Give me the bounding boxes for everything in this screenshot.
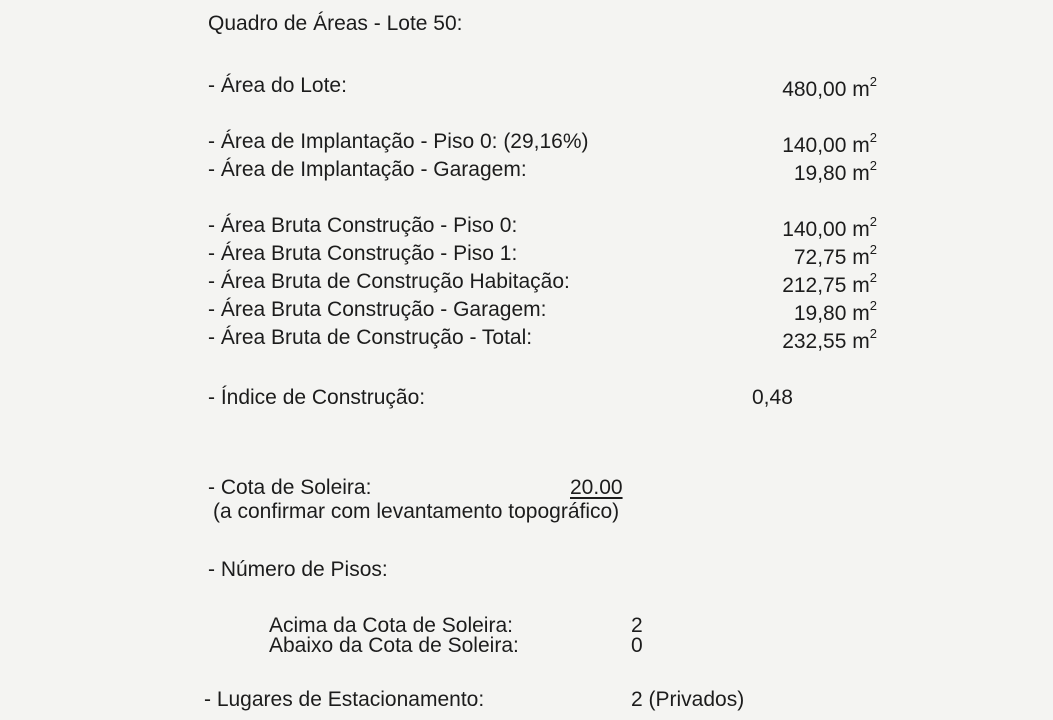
row-value-area-lote: 480,00 $m^2$ (782, 74, 877, 101)
pisos-acima-value: 2 (631, 614, 643, 637)
row-label-bruta-piso1: - Área Bruta Construção - Piso 1: (208, 242, 518, 265)
row-value-bruta-total: 232,55 $m^2$ (782, 326, 877, 353)
pisos-label: - Número de Pisos: (208, 558, 388, 581)
row-value-bruta-habitacao: 212,75 $m^2$ (782, 270, 877, 297)
row-label-implantacao-garagem: - Área de Implantação - Garagem: (208, 158, 527, 181)
row-value-bruta-piso0: 140,00 $m^2$ (782, 214, 877, 241)
row-label-implantacao-piso0: - Área de Implantação - Piso 0: (29,16%) (208, 130, 589, 153)
document-title: Quadro de Áreas - Lote 50: (208, 12, 463, 35)
pisos-abaixo-value: 0 (631, 634, 643, 657)
row-value-indice: 0,48 (752, 386, 793, 409)
row-label-bruta-habitacao: - Área Bruta de Construção Habitação: (208, 270, 570, 293)
row-label-area-lote: - Área do Lote: (208, 74, 347, 97)
cota-note: (a confirmar com levantamento topográfico) (213, 500, 620, 523)
pisos-acima-label: Acima da Cota de Soleira: (269, 614, 513, 637)
cota-label: - Cota de Soleira: (208, 476, 372, 499)
row-label-bruta-garagem: - Área Bruta Construção - Garagem: (208, 298, 547, 321)
row-value-bruta-piso1: 72,75 $m^2$ (793, 242, 877, 269)
estacionamento-label: - Lugares de Estacionamento: (204, 688, 485, 711)
row-label-indice: - Índice de Construção: (208, 386, 426, 409)
estacionamento-value: 2 (Privados) (631, 688, 745, 711)
pisos-abaixo-label: Abaixo da Cota de Soleira: (269, 634, 519, 657)
cota-value: 20.00 (570, 476, 623, 499)
row-value-bruta-garagem: 19,80 $m^2$ (793, 298, 877, 325)
row-label-bruta-piso0: - Área Bruta Construção - Piso 0: (208, 214, 518, 237)
row-label-bruta-total: - Área Bruta de Construção - Total: (208, 326, 533, 349)
row-value-implantacao-piso0: 140,00 $m^2$ (782, 130, 877, 157)
row-value-implantacao-garagem: 19,80 $m^2$ (793, 158, 877, 185)
